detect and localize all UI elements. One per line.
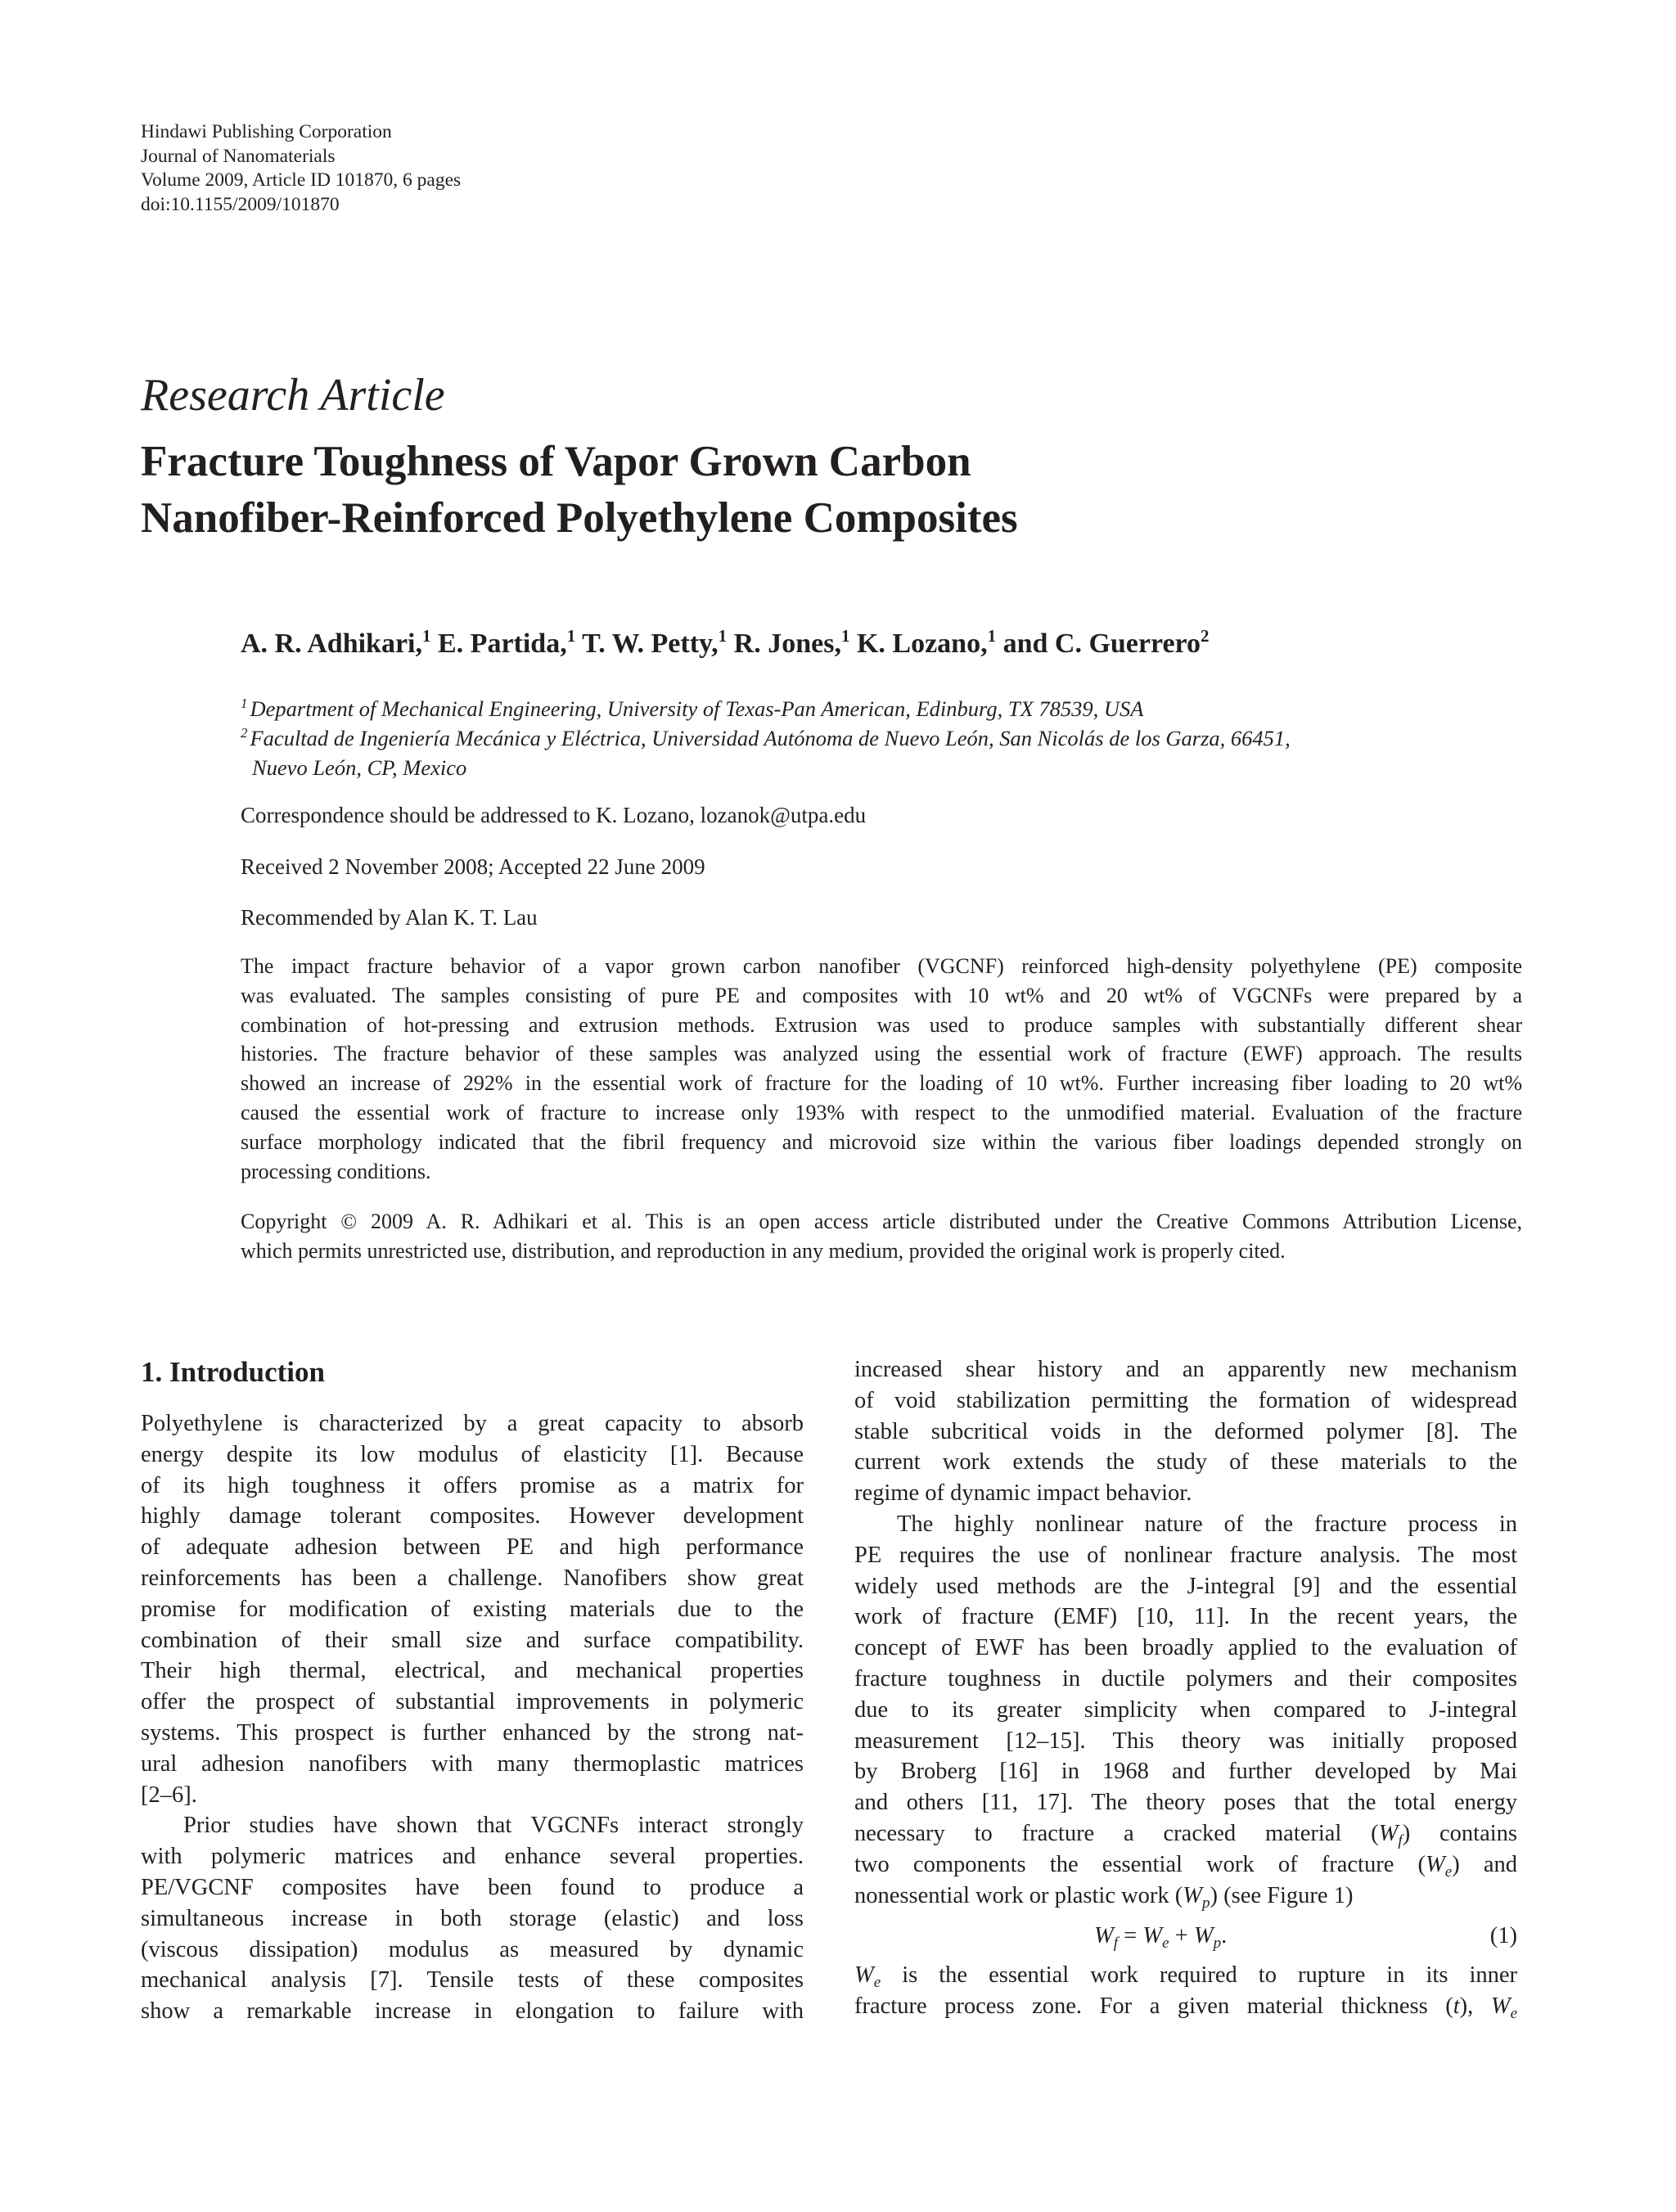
- author-name: and C. Guerrero: [1002, 628, 1201, 659]
- author-name: E. Partida,: [438, 628, 567, 659]
- body-line: current work extends the study of these materials to the: [854, 1449, 1517, 1475]
- abstract-line: The impact fracture behavior of a vapor grown carbon nanofiber (VGCNF) reinforced high-density polyethylene (PE) composite: [241, 954, 1522, 978]
- affiliation-2-continued: Nuevo León, CP, Mexico: [252, 755, 467, 780]
- author: [1003, 628, 1210, 659]
- section-heading: 1. Introduction: [141, 1356, 325, 1388]
- body-line: systems. This prospect is further enhanced by the strong nat-: [141, 1719, 804, 1746]
- paper-title: [141, 434, 1018, 547]
- body-line: stable subcritical voids in the deformed polymer [8]. The: [854, 1418, 1517, 1444]
- body-line: (viscous dissipation) modulus as measured by dynamic: [141, 1936, 804, 1962]
- body-line: of void stabilization permitting the formation of widespread: [854, 1387, 1517, 1413]
- author: [582, 628, 727, 659]
- body-line: highly damage tolerant composites. However development: [141, 1503, 804, 1529]
- body-line: measurement [12–15]. This theory was initially proposed: [854, 1728, 1517, 1754]
- abstract-line: processing conditions.: [241, 1159, 431, 1183]
- affiliation-marker: 2: [1201, 626, 1210, 646]
- copyright-notice: [241, 1207, 1522, 1266]
- abstract-line: showed an increase of 292% in the essential work of fracture for the loading of 10 wt%. Further increasing fiber loading to 20 wt%: [241, 1071, 1522, 1096]
- body-line: with polymeric matrices and enhance several properties.: [141, 1844, 804, 1870]
- author-list: [241, 627, 1522, 661]
- abstract-line: caused the essential work of fracture to increase only 193% with respect to the unmodified material. Evaluation of the fracture: [241, 1100, 1522, 1124]
- body-line: and others [11, 17]. The theory poses that the total energy: [854, 1790, 1517, 1816]
- title-line: Fracture Toughness of Vapor Grown Carbon: [141, 438, 971, 485]
- equation-1: [854, 1914, 1517, 1960]
- body-line: PE/VGCNF composites have been found to produce a: [141, 1874, 804, 1900]
- body-line: concept of EWF has been broadly applied to the evaluation of: [854, 1635, 1517, 1661]
- body-line: fracture toughness in ductile polymers and their composites: [854, 1665, 1517, 1692]
- copyright-line: Copyright © 2009 A. R. Adhikari et al. This is an open access article distributed under the Creative Commons Attribution License,: [241, 1210, 1522, 1233]
- article-type: Research Article: [141, 370, 445, 421]
- affiliation-marker: 1: [840, 626, 850, 646]
- body-line: simultaneous increase in both storage (elastic) and loss: [141, 1905, 804, 1931]
- author: [241, 628, 431, 659]
- body-line: combination of their small size and surface compatibility.: [141, 1627, 804, 1653]
- body-line: of its high toughness it offers promise as a matrix for: [141, 1472, 804, 1498]
- body-line: increased shear history and an apparently new mechanism: [854, 1357, 1517, 1382]
- body-line: Prior studies have shown that VGCNFs interact strongly: [183, 1813, 804, 1839]
- title-line: Nanofiber-Reinforced Polyethylene Composites: [141, 494, 1018, 542]
- author-name: A. R. Adhikari,: [241, 628, 422, 659]
- body-line: PE requires the use of nonlinear fracture analysis. The most: [854, 1542, 1517, 1568]
- author-name: R. Jones,: [733, 628, 841, 659]
- body-line: work of fracture (EMF) [10, 11]. In the recent years, the: [854, 1604, 1517, 1630]
- body-line: ural adhesion nanofibers with many thermoplastic matrices: [141, 1750, 804, 1777]
- affiliations: [241, 694, 1522, 782]
- body-line: [2–6].: [141, 1782, 197, 1808]
- received-date: Received 2 November 2008; Accepted 22 June 2009: [241, 854, 705, 879]
- author-name: K. Lozano,: [856, 628, 988, 659]
- body-line: widely used methods are the J-integral [9] and the essential: [854, 1573, 1517, 1599]
- author: [857, 628, 996, 659]
- body-line: regime of dynamic impact behavior.: [854, 1480, 1192, 1507]
- body-line: due to its greater simplicity when compared to J-integral: [854, 1696, 1517, 1723]
- author: [734, 628, 850, 659]
- body-line: promise for modification of existing materials due to the: [141, 1596, 804, 1622]
- body-line: energy despite its low modulus of elasticity [1]. Because: [141, 1441, 804, 1467]
- recommended-by: Recommended by Alan K. T. Lau: [241, 905, 538, 930]
- abstract-line: histories. The fracture behavior of these samples was analyzed using the essential work of fracture (EWF) approach. The results: [241, 1042, 1522, 1066]
- affiliation-marker: 1: [422, 626, 431, 646]
- abstract-line: was evaluated. The samples consisting of pure PE and composites with 10 wt% and 20 wt% of VGCNFs were prepared by a: [241, 983, 1522, 1007]
- body-line: of adequate adhesion between PE and high performance: [141, 1534, 804, 1561]
- body-line: reinforcements has been a challenge. Nanofibers show great: [141, 1565, 804, 1591]
- doi[interactable]: doi:10.1155/2009/101870: [141, 193, 340, 215]
- affiliation-1: $^1$ Department of Mechanical Engineering, University of Texas-Pan American, Edinburg, TX 78539, USA: [241, 696, 1144, 721]
- equation-number: (1): [1489, 1923, 1517, 1949]
- body-line: The highly nonlinear nature of the fracture process in: [897, 1511, 1517, 1537]
- copyright-line: which permits unrestricted use, distribution, and reproduction in any medium, provided the original work is properly cited.: [241, 1238, 1286, 1263]
- body-line: fracture process zone. For a given material thickness (t), $W_e$: [854, 1994, 1517, 2023]
- body-line: mechanical analysis [7]. Tensile tests of these composites: [141, 1967, 804, 1994]
- right-column: [854, 1354, 1517, 2022]
- body-line: two components the essential work of fracture $(W_e)$ and: [854, 1851, 1517, 1881]
- equation-body: $W_f = W_e + W_p$.: [1094, 1923, 1228, 1953]
- body-line: show a remarkable increase in elongation to failure with: [141, 1998, 804, 2025]
- author: [438, 628, 575, 659]
- affiliation-marker: 1: [718, 626, 728, 646]
- body-line: nonessential work or plastic work $(W_p)$ (see Figure 1): [854, 1882, 1354, 1912]
- left-column: [141, 1354, 804, 2027]
- journal-header: [141, 120, 461, 217]
- affiliation-marker: 1: [987, 626, 997, 646]
- abstract-line: surface morphology indicated that the fibril frequency and microvoid size within the various fiber loadings depended strongly on: [241, 1129, 1522, 1154]
- body-line: Their high thermal, electrical, and mechanical properties: [141, 1658, 804, 1684]
- body-line: $W_e$ is the essential work required to rupture in its inner: [854, 1962, 1517, 1992]
- body-line: necessary to fracture a cracked material $(W_f)$ contains: [854, 1820, 1518, 1849]
- body-line: by Broberg [16] in 1968 and further developed by Mai: [854, 1759, 1517, 1785]
- affiliation-2: $^2$ Facultad de Ingeniería Mecánica y Eléctrica, Universidad Autónoma de Nuevo León, San Nicolás de los Garza, 66451,: [241, 725, 1291, 750]
- volume-info: Volume 2009, Article ID 101870, 6 pages: [141, 169, 462, 191]
- journal-name: Journal of Nanomaterials: [141, 145, 336, 167]
- abstract: [241, 952, 1522, 1186]
- body-line: offer the prospect of substantial improvements in polymeric: [141, 1689, 804, 1715]
- correspondence: Correspondence should be addressed to K. Lozano, lozanok@utpa.edu: [241, 803, 867, 827]
- body-line: Polyethylene is characterized by a great capacity to absorb: [141, 1411, 804, 1436]
- abstract-line: combination of hot-pressing and extrusion methods. Extrusion was used to produce samples with substantially different shear: [241, 1012, 1522, 1037]
- author-name: T. W. Petty,: [582, 628, 719, 659]
- affiliation-marker: 1: [566, 626, 576, 646]
- publisher-name: Hindawi Publishing Corporation: [141, 121, 392, 142]
